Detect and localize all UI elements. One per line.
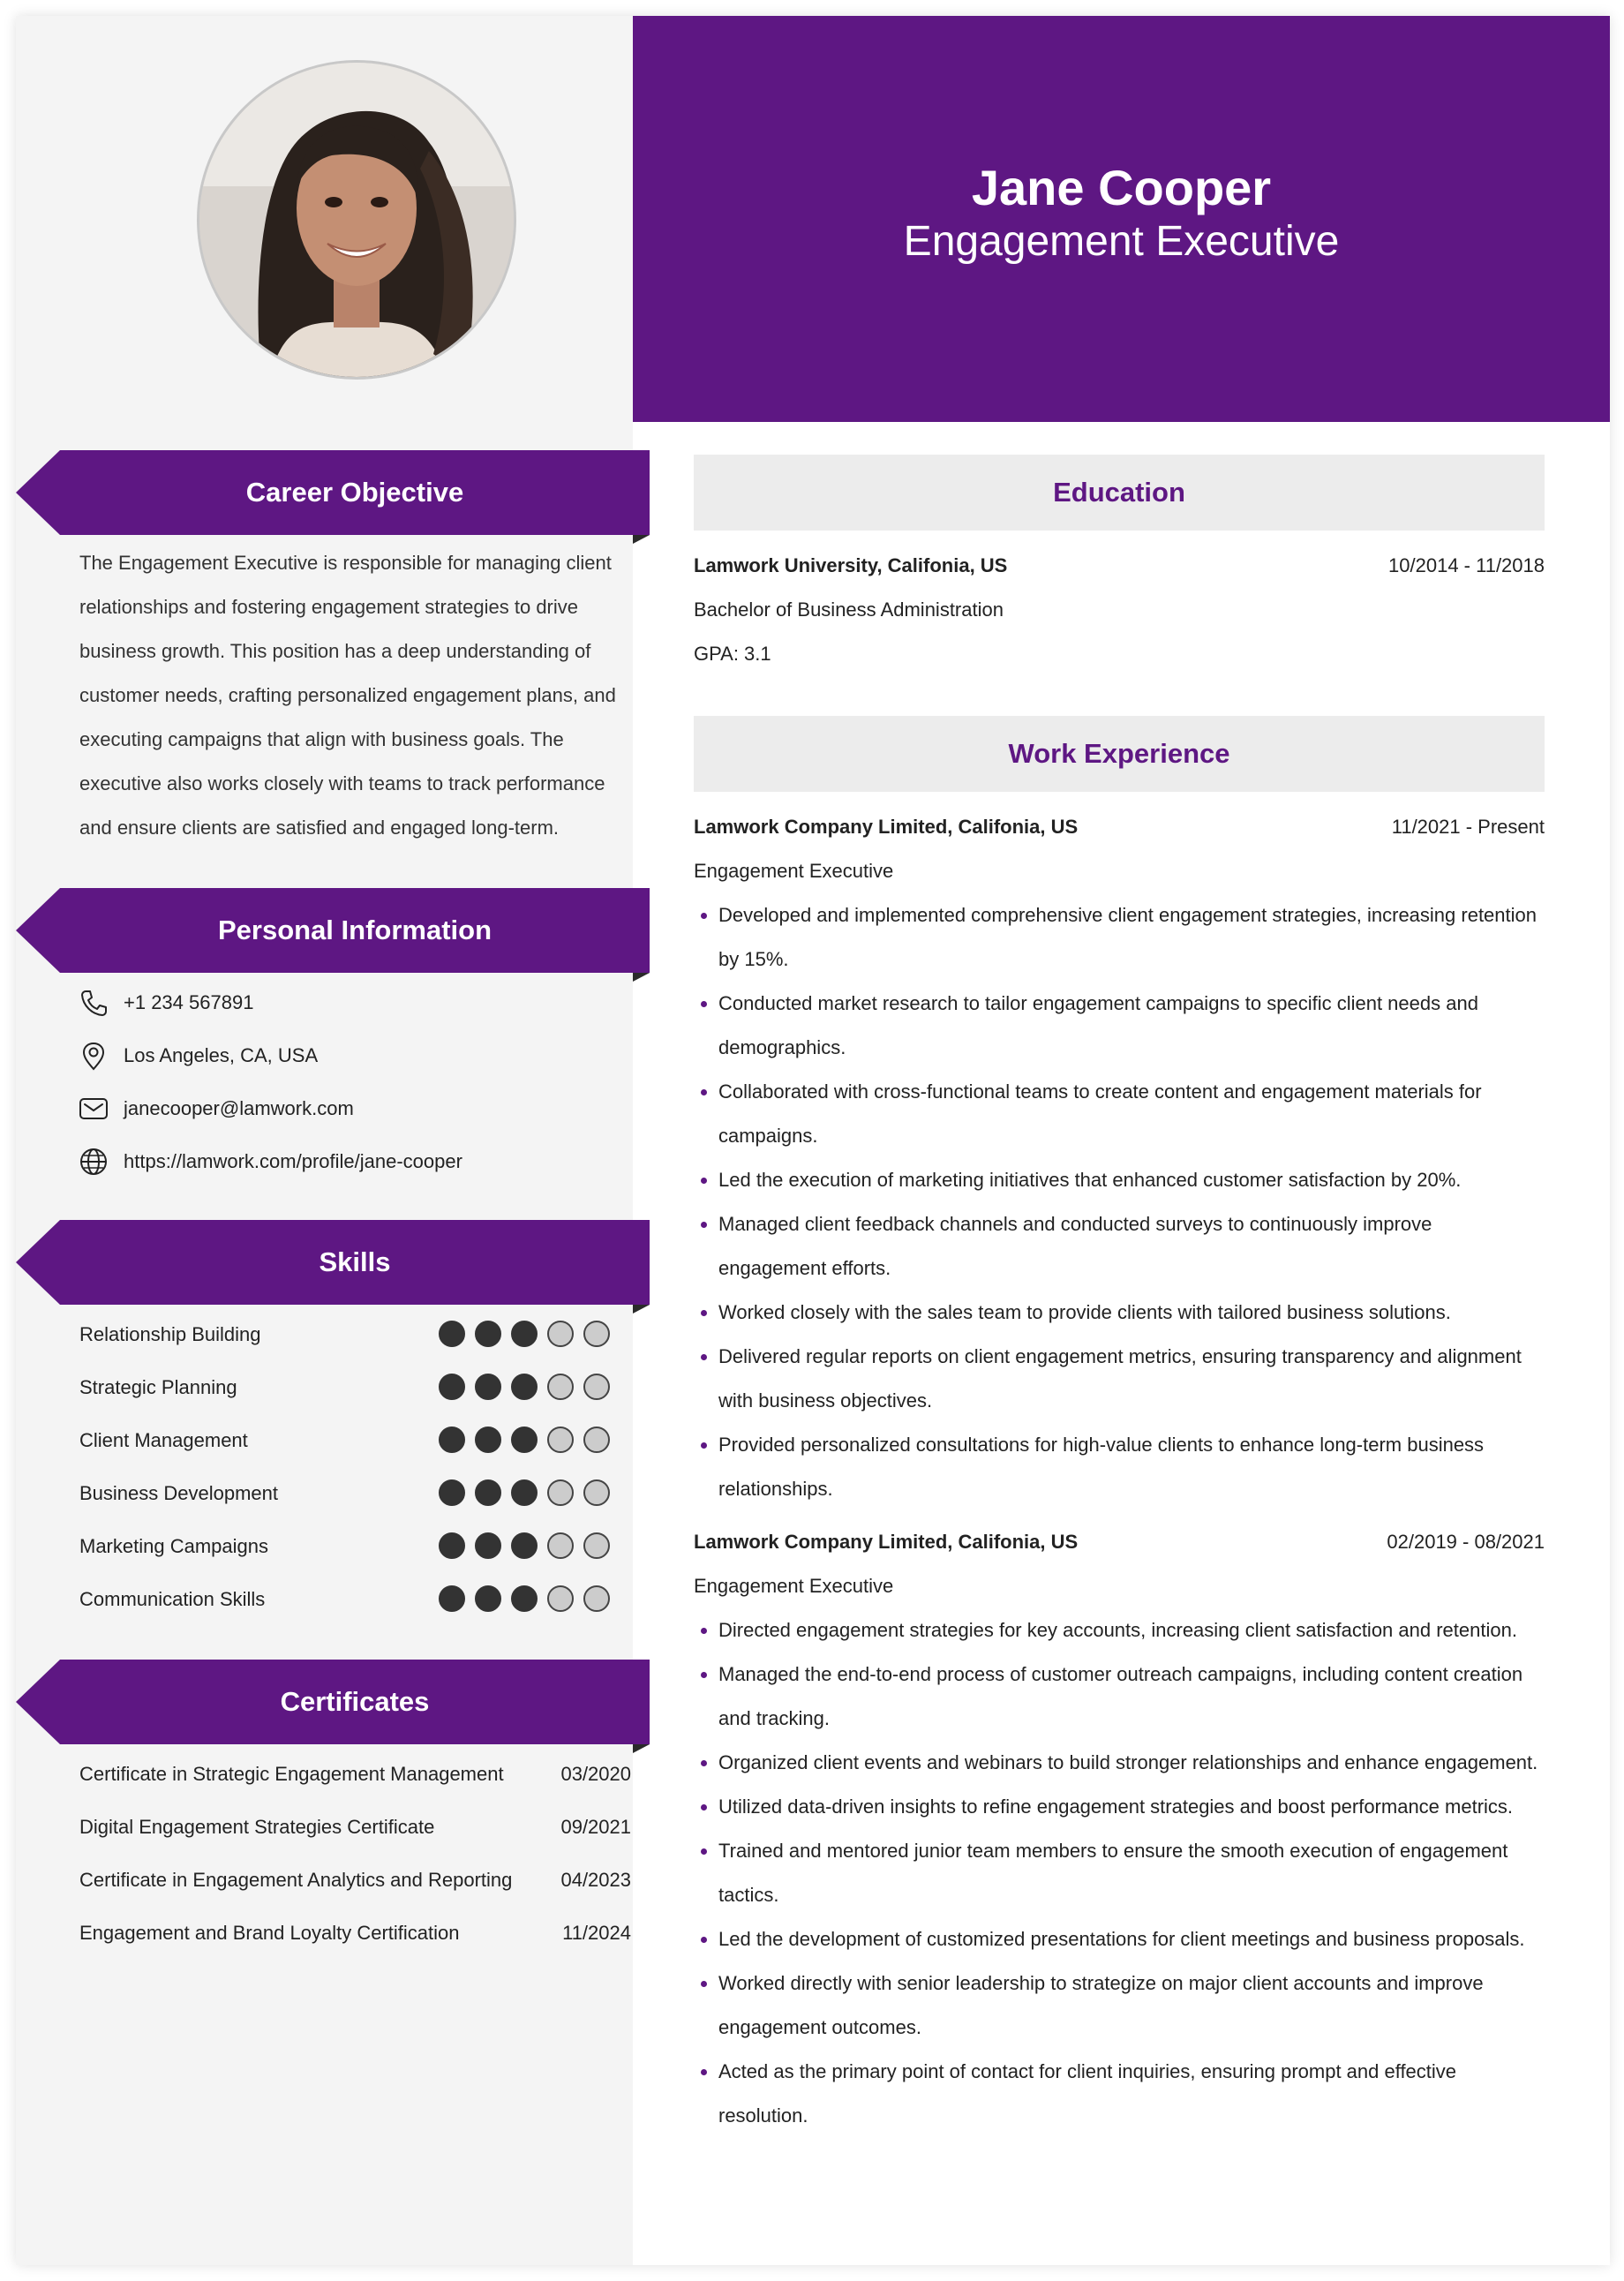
skill-level-dots (439, 1374, 620, 1402)
job-bullet: Worked closely with the sales team to provide clients with tailored business solutions. (694, 1291, 1545, 1335)
job-dates: 02/2019 - 08/2021 (1387, 1531, 1545, 1553)
skill-dot-empty (583, 1374, 610, 1400)
skill-dot-filled (511, 1585, 538, 1612)
skill-name: Client Management (79, 1429, 248, 1451)
skill-dot-empty (547, 1321, 574, 1347)
candidate-title: Engagement Executive (903, 218, 1340, 265)
skill-row (79, 1423, 627, 1458)
email-icon (78, 1093, 109, 1125)
job-dates: 11/2021 - Present (1391, 816, 1545, 838)
education-school: Lamwork University, Califonia, US (694, 554, 1008, 576)
skill-row (79, 1582, 627, 1617)
job-bullet: Managed client feedback channels and conducted surveys to continuously improve engagement efforts. (694, 1202, 1545, 1291)
location-pin-icon (78, 1040, 109, 1072)
skill-dot-empty (583, 1585, 610, 1612)
job-header (694, 1524, 1545, 1560)
skill-dot-filled (439, 1532, 465, 1559)
certificate-row (79, 1863, 631, 1898)
skill-dot-filled (511, 1427, 538, 1453)
skill-dot-empty (547, 1532, 574, 1559)
skill-dot-empty (547, 1479, 574, 1506)
job-bullet: Provided personalized consultations for high-value clients to enhance long-term business relationships. (694, 1423, 1545, 1511)
skill-dot-filled (439, 1374, 465, 1400)
section-title: Personal Information (217, 915, 492, 945)
certificate-date: 03/2020 (560, 1763, 631, 1785)
skill-name: Business Development (79, 1482, 279, 1504)
ribbon-fold (633, 973, 650, 982)
job-company: Lamwork Company Limited, Califonia, US (694, 1531, 1079, 1553)
skill-dot-filled (439, 1427, 465, 1453)
section-title: Career Objective (245, 477, 464, 508)
skill-dot-filled (439, 1479, 465, 1506)
job-bullet: Led the development of customized presentations for client meetings and business proposals. (694, 1917, 1545, 1961)
location-row (78, 1038, 625, 1073)
section-personal-info-heading (16, 888, 650, 973)
skill-dot-filled (511, 1374, 538, 1400)
skill-dot-filled (511, 1532, 538, 1559)
job-bullet: Managed the end-to-end process of customer outreach campaigns, including content creation and tracking. (694, 1652, 1545, 1741)
skill-level-dots (439, 1532, 620, 1561)
job-bullet: Directed engagement strategies for key accounts, increasing client satisfaction and retention. (694, 1608, 1545, 1652)
skill-dot-filled (475, 1427, 501, 1453)
certificate-row (79, 1916, 631, 1951)
skill-dot-empty (583, 1479, 610, 1506)
phone-icon (78, 987, 109, 1019)
phone-value: +1 234 567891 (124, 991, 254, 1013)
skill-level-dots (439, 1479, 620, 1508)
section-work-heading: Work Experience (694, 716, 1545, 792)
job-bullet: Organized client events and webinars to build stronger relationships and enhance engagement. (694, 1741, 1545, 1785)
education-gpa: GPA: 3.1 (694, 643, 771, 665)
skill-dot-filled (475, 1321, 501, 1347)
education-school-row (694, 548, 1545, 583)
section-education-heading: Education (694, 455, 1545, 531)
skill-row (79, 1476, 627, 1511)
job-bullet: Collaborated with cross-functional teams to create content and engagement materials for campaigns. (694, 1070, 1545, 1158)
job-bullet: Trained and mentored junior team members to ensure the smooth execution of engagement tactics. (694, 1829, 1545, 1917)
certificate-name: Digital Engagement Strategies Certificate (79, 1816, 435, 1838)
education-degree: Bachelor of Business Administration (694, 598, 1004, 621)
avatar-illustration (199, 63, 514, 377)
job-bullet: Worked directly with senior leadership to strategize on major client accounts and improve engagement outcomes. (694, 1961, 1545, 2050)
job-bullets (694, 1608, 1545, 2138)
globe-icon (78, 1146, 109, 1178)
job-bullets (694, 893, 1545, 1511)
skill-dot-filled (439, 1321, 465, 1347)
skill-row (79, 1370, 627, 1405)
skill-name: Strategic Planning (79, 1376, 237, 1398)
skill-dot-empty (583, 1427, 610, 1453)
certificate-row (79, 1757, 631, 1792)
location-value: Los Angeles, CA, USA (124, 1044, 319, 1066)
ribbon-fold (633, 1744, 650, 1753)
skill-dot-empty (547, 1374, 574, 1400)
job-role: Engagement Executive (694, 1575, 894, 1597)
job-bullet: Delivered regular reports on client engagement metrics, ensuring transparency and alignment with business objectives. (694, 1335, 1545, 1423)
job-bullet: Developed and implemented comprehensive client engagement strategies, increasing retention by 15%. (694, 893, 1545, 982)
phone-row (78, 985, 625, 1020)
skill-dot-empty (583, 1532, 610, 1559)
job-role: Engagement Executive (694, 860, 894, 882)
section-certificates-heading (16, 1660, 650, 1744)
skill-dot-empty (547, 1427, 574, 1453)
email-row (78, 1091, 625, 1126)
job-bullet: Acted as the primary point of contact for client inquiries, ensuring prompt and effective resolution. (694, 2050, 1545, 2138)
skill-dot-empty (583, 1321, 610, 1347)
section-skills-heading (16, 1220, 650, 1305)
website-value[interactable]: https://lamwork.com/profile/jane-cooper (124, 1150, 462, 1172)
skill-name: Relationship Building (79, 1323, 261, 1345)
skill-dot-filled (475, 1585, 501, 1612)
job-bullet: Utilized data-driven insights to refine engagement strategies and boost performance metrics. (694, 1785, 1545, 1829)
skill-dot-filled (475, 1374, 501, 1400)
certificate-date: 04/2023 (560, 1869, 631, 1891)
skill-dot-empty (547, 1585, 574, 1612)
section-title: Certificates (280, 1686, 430, 1717)
ribbon-fold (633, 535, 650, 544)
email-value[interactable]: janecooper@lamwork.com (124, 1097, 354, 1119)
skill-dot-filled (475, 1479, 501, 1506)
candidate-name: Jane Cooper (971, 160, 1272, 215)
skill-row (79, 1529, 627, 1564)
skill-dot-filled (511, 1321, 538, 1347)
skill-dot-filled (439, 1585, 465, 1612)
skill-dot-filled (475, 1532, 501, 1559)
job-bullet: Conducted market research to tailor engagement campaigns to specific client needs and demographics. (694, 982, 1545, 1070)
avatar (197, 60, 516, 380)
certificate-name: Engagement and Brand Loyalty Certification (79, 1922, 460, 1944)
certificate-name: Certificate in Engagement Analytics and Reporting (79, 1869, 513, 1891)
skill-level-dots (439, 1427, 620, 1455)
resume-page (16, 16, 1610, 2265)
certificate-row (79, 1810, 631, 1845)
job-company: Lamwork Company Limited, Califonia, US (694, 816, 1079, 838)
certificate-name: Certificate in Strategic Engagement Management (79, 1763, 504, 1785)
skill-name: Marketing Campaigns (79, 1535, 268, 1557)
career-objective-text: The Engagement Executive is responsible for managing client relationships and fostering engagement strategies to drive business growth. This position has a deep understanding of customer needs, crafting personalized engagement plans, and executing campaigns that align with business goals. The executive also works closely with teams to track performance and ensure clients are satisfied and engaged long-term. (79, 552, 616, 839)
skill-name: Communication Skills (79, 1588, 266, 1610)
job-header (694, 809, 1545, 845)
skill-dot-filled (511, 1479, 538, 1506)
job-bullet: Led the execution of marketing initiatives that enhanced customer satisfaction by 20%. (694, 1158, 1545, 1202)
certificate-date: 11/2024 (562, 1922, 631, 1944)
ribbon-fold (633, 1305, 650, 1314)
section-title: Skills (319, 1246, 391, 1277)
website-row (78, 1144, 625, 1179)
certificate-date: 09/2021 (560, 1816, 631, 1838)
skill-level-dots (439, 1321, 620, 1349)
header-banner (633, 16, 1610, 422)
skill-row (79, 1317, 627, 1352)
section-career-objective-heading (16, 450, 650, 535)
skill-level-dots (439, 1585, 620, 1614)
education-dates: 10/2014 - 11/2018 (1388, 554, 1545, 576)
